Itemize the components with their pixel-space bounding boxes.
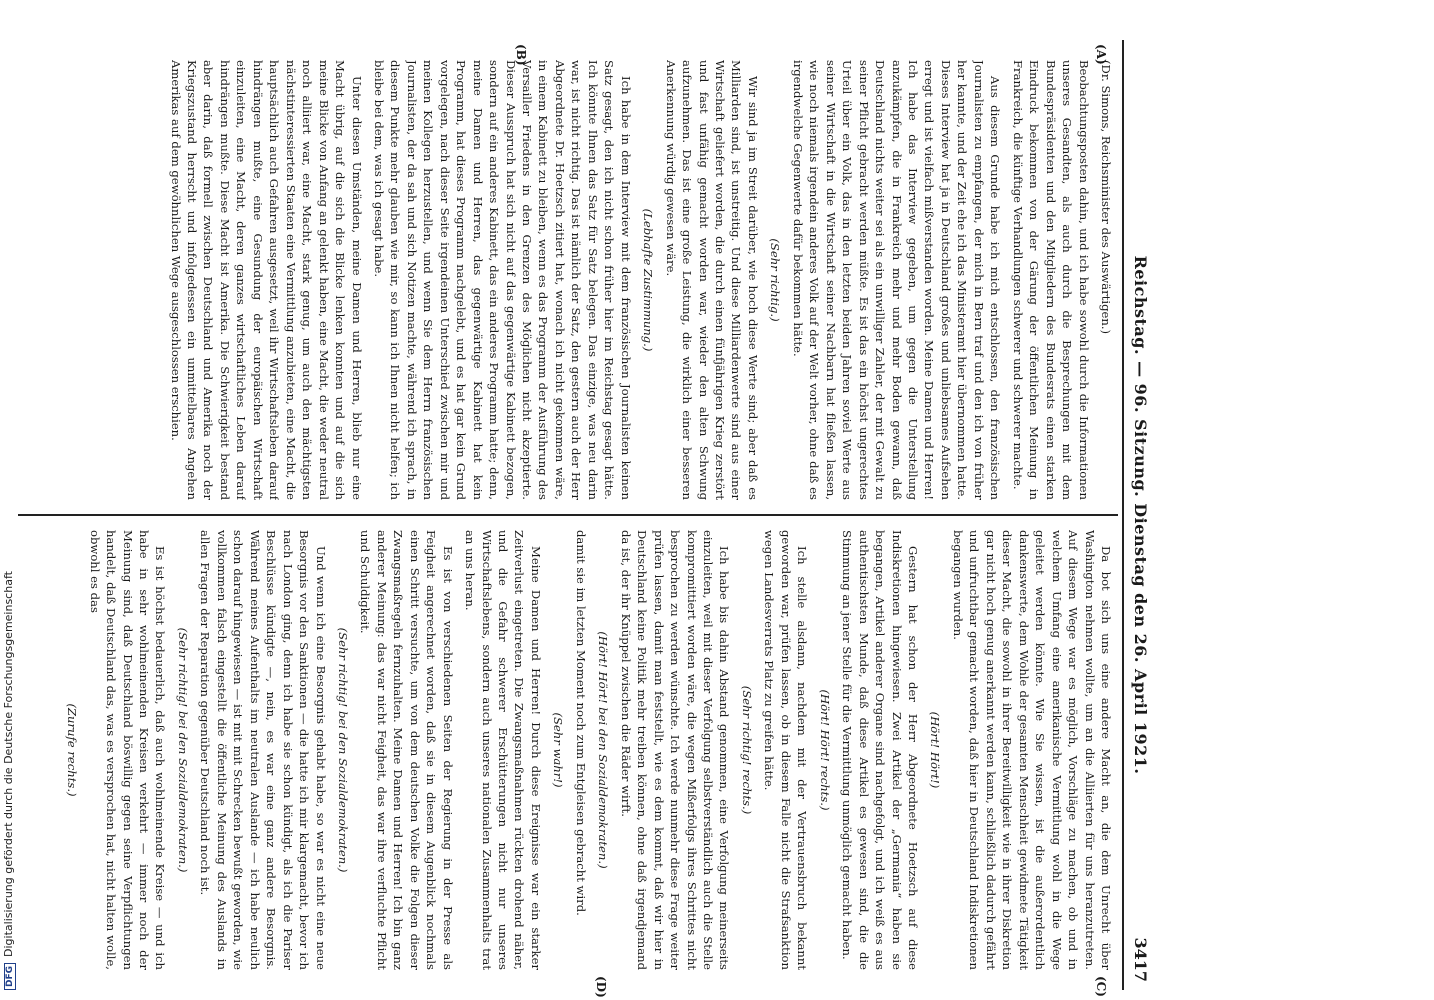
paragraph: Unter diesen Umständen, meine Damen und Herren, blieb nur eine Macht übrig, auf die sich die Blicke lenken konnten und auf die sich meine Blicke von Anfang an gelenkt haben, eine Macht, die weder neutral noch alliiert war, eine Macht, stark genug, um auch den mächtigsten nächstinteressierten Staaten eine Vermittlung anzubieten, eine Macht, die hauptsächlich auch Gefahren ausgesetzt, weil ihr Wirtschaftsleben darauf hindrängen mußte, eine Gesundung der europäischen Wirtschaft einzuleiten, eine Macht, deren ganzes wirtschaftliches Leben darauf hindrängen mußte. Diese Macht ist Amerika. Die Schwierigkeit bestand aber darin, daß formell zwischen Deutschland und Amerika noch der Kriegszustand herrscht und infolgedessen ein unmittelbares Angehen Amerikas auf dem gewöhnlichen Wege ausgeschlossen erschien. bbox=[168, 60, 364, 500]
paragraph: Gestern hat schon der Herr Abgeordnete Hoetzsch auf diese Indiskretionen hingewiesen. Zwei Artikel der „Germania“ haben sie begangen, Artikel anderer Organe sind nachgefolgt, und ich weiß es aus authentischsten Munde, daß diese Artikel es gewesen sind, die die Stimmung an jener Stelle für die Vermittlung unmöglich gemacht haben. bbox=[840, 530, 921, 970]
remark: (Hört! Hört! rechts.) bbox=[817, 689, 832, 811]
paragraph: Beobachtungsposten dahin, und ich habe sowohl durch die Informationen unseres Gesandten, als auch durch die Besprechungen mit dem Bundespräsidenten und den Mitgliedern des Bundesrats einen starken Eindruck bekommen von der Gärung der öffentlichen Meinung in Frankreich, die künftige Verhandlungen schwerer und schwerer machte. bbox=[1010, 60, 1091, 500]
paragraph: Und wenn ich eine Besorgnis gehabt habe, so war es nicht eine neue Besorgnis vor den Sanktionen — die hatte ich mir klargemacht, bevor ich nach London ging, denn ich habe sie schon kündigt, als ich die Pariser Beschlüsse kündigte —, nein, es war eine ganz andere Besorgnis. Während meines Aufenthalts im neutralen Auslande — ich habe neulich schon darauf hingewiesen — ist mit mit Schrecken bewußt geworden, wie vollkommen falsch eingestellt die öffentliche Meinung des Auslands in allen Fragen der Reparation gegenüber Deutschland noch ist. bbox=[198, 530, 328, 970]
remark: (Sehr richtig! bei den Sozialdemokraten.) bbox=[335, 627, 350, 873]
remark: (Sehr wahr!) bbox=[551, 712, 566, 788]
remark: (Sehr richtig.) bbox=[768, 238, 783, 322]
remark: (Hört! Hört!) bbox=[928, 711, 943, 789]
rotated-page bbox=[18, 40, 1158, 998]
paragraph: Es ist von verschiedenen Seiten der Regierung in der Presse als Feigheit angerechnet worden, daß sie in diesem Augenblick nochmals einen Schritt versuchte, um von dem deutschen Volke die Folgen dieser Zwangsmaßregeln fernzuhalten. Meine Damen und Herren! Ich bin ganz anderer Meinung: das war nicht Feigheit, das war ihre verfluchte Pflicht und Schuldigkeit. bbox=[358, 530, 455, 970]
footer-credit bbox=[2, 540, 20, 990]
paragraph: Ich habe bis dahin Abstand genommen, eine Verfolgung meinerseits einzuleiten, weil mit dieser Verfolgung selbstverständlich auch die Stelle kompromittiert worden wäre, die wegen Mißerfolgs ihres Schrittes nicht besprochen zu werden wünschte. Ich werde nunmehr diese Frage weiter prüfen lassen, damit man feststellt, wie es dem kommt, daß wir hier in Deutschland keine Politik mehr treiben können, ohne daß irgendjemand da ist, der ihr Knüppel zwischen die Räder wirft. bbox=[618, 530, 732, 970]
right-column bbox=[24, 530, 1114, 970]
header-rule bbox=[1122, 40, 1124, 990]
remark: (Sehr richtig! rechts.) bbox=[739, 685, 754, 815]
paragraph: Ich stelle alsdann, nachdem mit der Vertrauensbruch bekannt geworden war, prüfen lassen, ob in diesem Falle nicht die Strafsanktion wegen Landesverrats Platz zu greifen hätte. bbox=[762, 530, 810, 970]
speaker-head: (Dr. Simons, Reichsminister des Auswärtigen.) bbox=[1099, 60, 1113, 335]
footer-text-wrap bbox=[2, 540, 16, 990]
footer-text: Digitalisierung gefördert durch die Deutsche Forschungsgemeinschaft bbox=[2, 571, 15, 957]
page-number: 3417 bbox=[1131, 937, 1150, 982]
remark: (Zurufe rechts.) bbox=[65, 703, 80, 797]
margin-marker-a: (A) bbox=[1094, 44, 1108, 65]
remark: (Sehr richtig! bei den Sozialdemokraten.) bbox=[175, 627, 190, 873]
paragraph: damit sie im letzten Moment noch zum Entgleisen gebracht wird. bbox=[573, 530, 588, 916]
margin-marker-c: (C) bbox=[1094, 976, 1108, 997]
paragraph: Meine Damen und Herren! Durch diese Ereignisse war ein starker Zeitverlust eingetreten. Die Zwangsmaßnahmen rückten drohend näher, und die Gefahr schwerer Erschütterungen nicht nur unseres Wirtschaftslebens, sondern auch unseres nationalen Zusammenhalts trat an uns heran. bbox=[463, 530, 543, 970]
left-column bbox=[24, 60, 1114, 500]
paragraph: Wir sind ja im Streit darüber, wie hoch diese Werte sind; aber daß es Milliarden sind, ist unstreitig. Und diese Milliardenwerte sind aus einer Wirtschaft geliefert worden, die durch einen fünfjährigen Krieg zerstört und fast unfähig gemacht worden war, wieder den alten Schwung aufzunehmen. Das ist eine große Leistung, die wirklich einer besseren Anerkennung würdig gewesen wäre. bbox=[663, 60, 760, 500]
margin-marker-d: (D) bbox=[594, 976, 608, 998]
margin-marker-b: (B) bbox=[514, 44, 528, 66]
paragraph: Ich habe in dem Interview mit dem französischen Journalisten keinen Satz gesagt, den ich nicht schon früher hier im Reichstag gesagt hätte. Ich könnte Ihnen das Satz für Satz belegen. Das einzige, was neu darin war, ist nicht richtig. Das ist nämlich der Satz, den gestern auch der Herr Abgeordnete Dr. Hoetzsch zitiert hat, wonach ich nicht gekommen wäre, in einem Kabinett zu bleiben, wenn es das Programm der Ausführung des Versailler Friedens in den Grenzen des Möglichen nicht akzeptierte. Dieser Ausspruch hat sich nicht auf das gegenwärtige Kabinett bezogen, sondern auf ein anderes Kabinett, das ein anderes Programm hatte; denn, meine Damen und Herren, das gegenwärtige Kabinett hat kein Programm, hat dieses Programm nachgelebt, und es hat gar kein Grund vorgelegen, nach dieser Seite irgendeinen Unterschied zwischen mir und meinen Kollegen herzustellen, und wenn Sie dem Herrn französischen Journalisten, der da sah und sich Notizen machte, während ich sprach, in diesem Punkte mehr glauben wie mir, so kann ich Ihnen nicht helfen; ich bleibe bei dem, was ich gesagt habe. bbox=[371, 60, 633, 500]
remark: (Hört! Hört! bei den Sozialdemokraten.) bbox=[596, 631, 611, 869]
paragraph: Da bot sich uns eine andere Macht an, die dem Unrecht über Washington nehmen wollte, um an die Alliierten für uns heranzutreten. Auf diesem Wege war es möglich, Vorschläge zu machen, ob und in welchem Umfang eine amerikanische Vermittlung wohl in die Wege geleitet werden könnte. Wie Sie wissen, ist die außerordentlich dankenswerte, dem Wohle der gesamten Menschheit gewidmete Tätigkeit dieser Macht, die sowohl in ihrer Bereitwilligkeit wie in ihrer Diskretion gar nicht hoch genug anerkannt werden kann, schließlich dadurch gefährt und unfruchtbar gemacht worden, daß hier in Deutschland Indiskretionen begangen wurden. bbox=[950, 530, 1113, 970]
dfg-logo: DFG bbox=[4, 963, 16, 990]
running-title: Reichstag. — 96. Sitzung. Dienstag den 26. April 1921. bbox=[1131, 255, 1150, 775]
page-header bbox=[1124, 40, 1158, 990]
paragraph: Aus diesem Grunde habe ich mich entschlossen, den französischen Journalisten zu empfangen, der mich in Bern traf und den ich von früher her kannte, und der Zeit ehe ich das Ministeramt hier übernommen hatte. Dieses Interview hat ja in Deutschland großes und unliebsames Aufsehen erregt und ist vielfach mißverstanden worden. Meine Damen und Herren! Ich habe das Interview gegeben, um gegen die Unterstellung anzukämpfen, die in Frankreich mehr und mehr Boden gewann, daß Deutschland nichts weiter sei als ein unwilliger Zahler, der mit Gewalt zu seiner Pflicht gebracht werden müßte. Es ist das ein höchst ungerechtes Urteil über ein Volk, das in den letzten beiden Jahren soviel Werte aus seiner Wirtschaft in die Wirtschaft seiner Nachbarn hat fließen lassen, wie noch niemals irgendein anderes Volk auf der Welt vorher, ohne daß es irgendwelche Gegenwerte dafür bekommen hätte. bbox=[790, 60, 1003, 500]
paragraph: Es ist höchst bedauerlich, daß auch wohlmeinende Kreise — und ich habe in sehr wohlmeinenden Kreisen verkehrt — immer noch der Meinung sind, daß Deutschland böswillig gegen seine Verpflichtungen handelt, daß Deutschland das, was es versprochen hat, nicht halten wolle, obwohl es das bbox=[87, 530, 168, 970]
remark: (Lebhafte Zustimmung.) bbox=[641, 208, 656, 352]
column-rule bbox=[18, 514, 1118, 516]
